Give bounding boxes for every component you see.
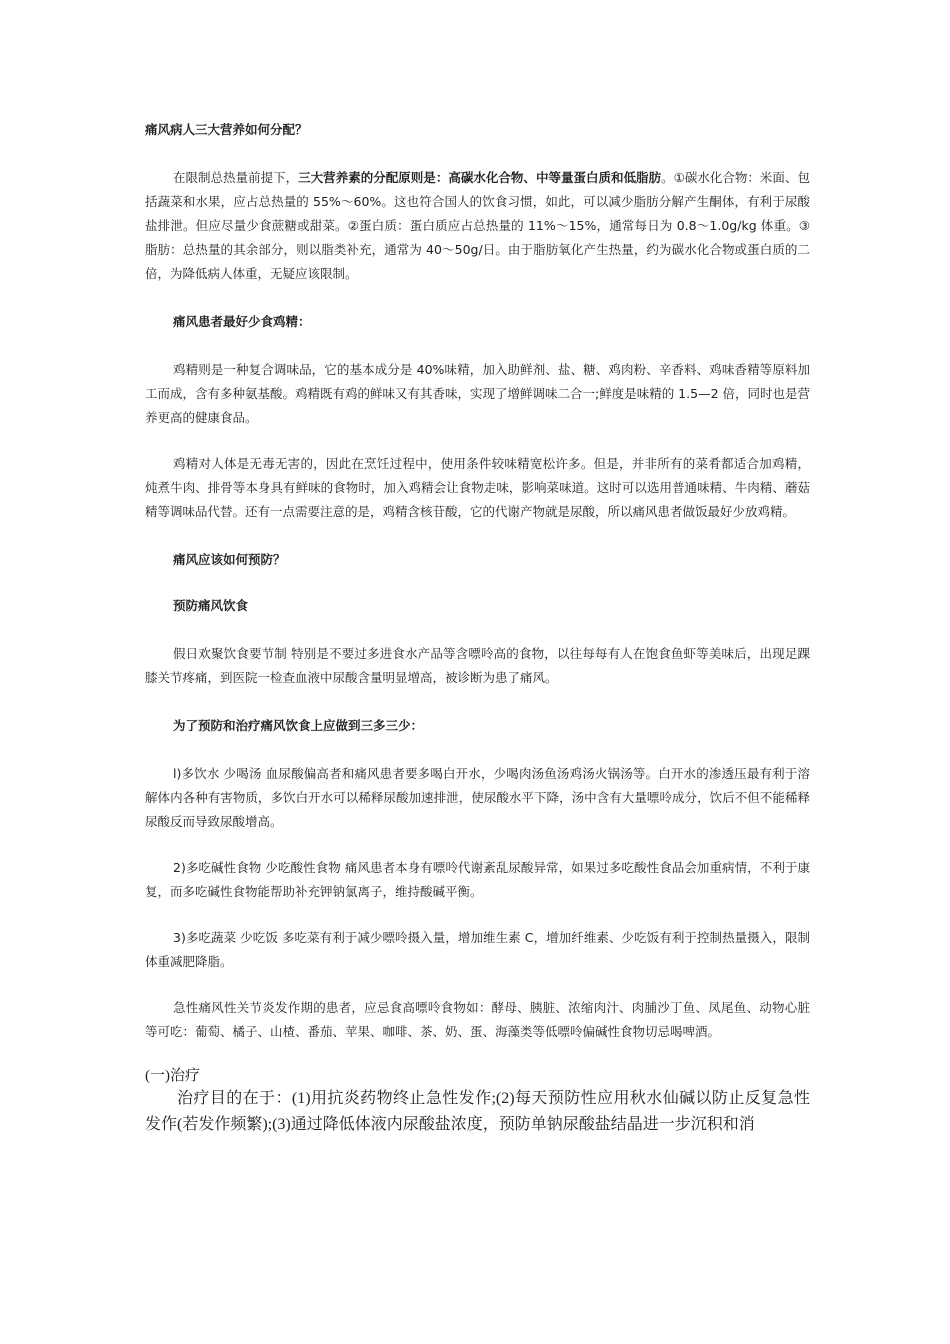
heading-prevention-diet: 预防痛风饮食 [173, 598, 249, 613]
paragraph-chicken-essence-1: 鸡精则是一种复合调味品，它的基本成分是 40%味精，加入助鲜剂、盐、糖、鸡肉粉、辛香料、鸡味香精等原料加工而成，含有多种氨基酸。鸡精既有鸡的鲜味又有其香味，实现了增鲜调味二合一;鲜度是味精的 1.5—2 倍，同时也是营养更高的健康食品。 [145, 362, 810, 425]
paragraph-chicken-essence-2: 鸡精对人体是无毒无害的，因此在烹饪过程中，使用条件较味精宽松许多。但是，并非所有的菜肴都适合加鸡精，炖煮牛肉、排骨等本身具有鲜味的食物时，加入鸡精会让食物走味，影响菜味道。这时可以选用普通味精、牛肉精、蘑菇精等调味品代替。还有一点需要注意的是，鸡精含核苷酸，它的代谢产物就是尿酸，所以痛风患者做饭最好少放鸡精。 [145, 456, 810, 519]
heading-nutrition: 痛风病人三大营养如何分配？ [145, 122, 308, 137]
paragraph-holiday-diet: 假日欢聚饮食要节制 特别是不要过多进食水产品等含嘌呤高的食物，以往每每有人在饱食鱼虾等美味后，出现足踝膝关节疼痛，到医院一检查血液中尿酸含量明显增高，被诊断为患了痛风。 [145, 646, 810, 685]
paragraph-acute-gout: 急性痛风性关节炎发作期的患者，应忌食高嘌呤食物如：酵母、胰脏、浓缩肉汁、肉脯沙丁鱼、凤尾鱼、动物心脏等可吃：葡萄、橘子、山楂、番茄、苹果、咖啡、茶、奶、蛋、海藻类等低嘌呤偏碱性食物切忌喝啤酒。 [145, 1000, 810, 1039]
paragraph-treatment: 治疗目的在于：(1)用抗炎药物终止急性发作;(2)每天预防性应用秋水仙碱以防止反复急性发作(若发作频繁);(3)通过降低体液内尿酸盐浓度，预防单钠尿酸盐结晶进一步沉积和消 [145, 1090, 810, 1133]
paragraph-rule-3: 3)多吃蔬菜 少吃饭 多吃菜有利于减少嘌呤摄入量，增加维生素 C，增加纤维素、少吃饭有利于控制热量摄入，限制体重减肥降脂。 [145, 930, 810, 969]
paragraph-nutrition [145, 166, 810, 286]
paragraph-rule-1: l)多饮水 少喝汤 血尿酸偏高者和痛风患者要多喝白开水，少喝肉汤鱼汤鸡汤火锅汤等。白开水的渗透压最有利于溶解体内各种有害物质，多饮白开水可以稀释尿酸加速排泄，使尿酸水平下降，汤中含有大量嘌呤成分，饮后不但不能稀释尿酸反而导致尿酸增高。 [145, 766, 810, 829]
heading-prevention: 痛风应该如何预防？ [173, 552, 286, 567]
document-page [145, 120, 810, 1138]
heading-three-more-three-less: 为了预防和治疗痛风饮食上应做到三多三少： [173, 718, 424, 733]
paragraph-rule-2: 2)多吃碱性食物 少吃酸性食物 痛风患者本身有嘌呤代谢紊乱尿酸异常，如果过多吃酸性食品会加重病情，不利于康复，而多吃碱性食物能帮助补充钾钠氯离子，维持酸碱平衡。 [145, 860, 810, 899]
heading-chicken-essence: 痛风患者最好少食鸡精： [173, 314, 311, 329]
heading-treatment: (一)治疗 [145, 1068, 200, 1084]
paragraph-nutrition-bold: 三大营养素的分配原则是：高碳水化合物、中等量蛋白质和低脂肪 [298, 170, 662, 185]
paragraph-nutrition-lead: 在限制总热量前提下， [173, 170, 299, 185]
paragraph-nutrition-rest: 。①碳水化合物：米面、包括蔬菜和水果，应占总热量的 55%～60%。这也符合国人的饮食习惯，如此，可以减少脂肪分解产生酮体，有利于尿酸盐排泄。但应尽量少食蔗糖或甜菜。②蛋白质：蛋白质应占总热量的 11%～15%，通常每日为 0.8～1.0g/kg 体重。③脂肪：总热量的其余部分，则以脂类补充，通常为 40～50g/日。由于脂肪氧化产生热量，约为碳水化合物或蛋白质的二倍，为降低病人体重，无疑应该限制。 [145, 170, 810, 281]
